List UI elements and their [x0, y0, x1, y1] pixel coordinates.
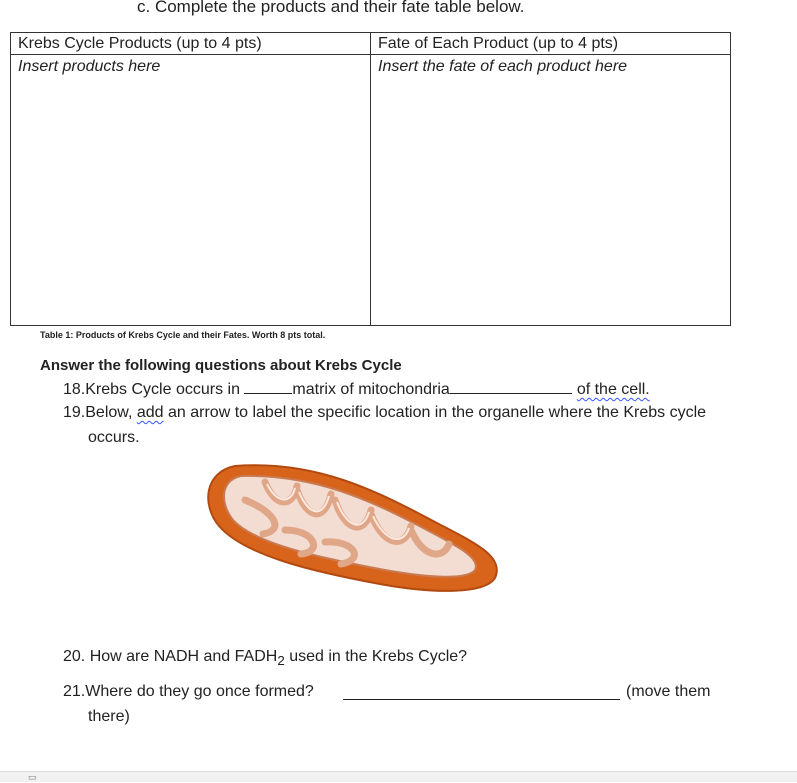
q21-answer-line[interactable]	[343, 699, 620, 700]
question-20	[63, 648, 467, 668]
q19-rest: an arrow to label the specific location in the organelle where the Krebs cycle	[163, 404, 707, 421]
q20-post: used in the Krebs Cycle?	[284, 648, 468, 665]
q18-blank-2[interactable]	[450, 379, 572, 394]
q19-word-add: add	[136, 404, 164, 421]
q19-continuation: occurs.	[88, 429, 140, 446]
section-c-heading: c. Complete the products and their fate table below.	[137, 0, 525, 16]
q21-continuation: there)	[88, 708, 130, 725]
question-19	[63, 404, 706, 422]
products-cell[interactable]	[11, 55, 371, 326]
status-bar	[0, 771, 797, 782]
q19-number: 19.	[63, 404, 86, 421]
q20-subscript: 2	[277, 653, 285, 669]
products-placeholder: Insert products here	[18, 58, 161, 75]
question-18	[63, 379, 650, 399]
col-header-products: Krebs Cycle Products (up to 4 pts)	[11, 33, 371, 55]
questions-heading: Answer the following questions about Krebs Cycle	[40, 357, 402, 374]
mitochondrion-image[interactable]	[205, 460, 501, 595]
q18-answer[interactable]: matrix of mitochondria	[292, 381, 450, 398]
col-header-fate: Fate of Each Product (up to 4 pts)	[371, 33, 731, 55]
q21-note: (move them	[626, 683, 711, 700]
fate-cell[interactable]	[371, 55, 731, 326]
q18-blank-1[interactable]	[244, 379, 292, 394]
q18-number: 18.	[63, 381, 86, 398]
products-fate-table	[10, 32, 731, 326]
q18-text-pre: Krebs Cycle occurs in	[85, 381, 245, 398]
fate-placeholder: Insert the fate of each product here	[378, 58, 628, 75]
q21-number: 21.	[63, 683, 86, 700]
question-21	[63, 683, 314, 701]
q19-pre: Below,	[85, 404, 137, 421]
table-caption: Table 1: Products of Krebs Cycle and their Fates. Worth 8 pts total.	[40, 330, 326, 340]
q20-pre: How are NADH and FADH	[89, 648, 278, 665]
status-icon: ▭	[28, 772, 37, 782]
q20-number: 20.	[63, 648, 86, 665]
q18-text-post: of the cell.	[576, 381, 650, 398]
q21-text: Where do they go once formed?	[85, 683, 314, 700]
